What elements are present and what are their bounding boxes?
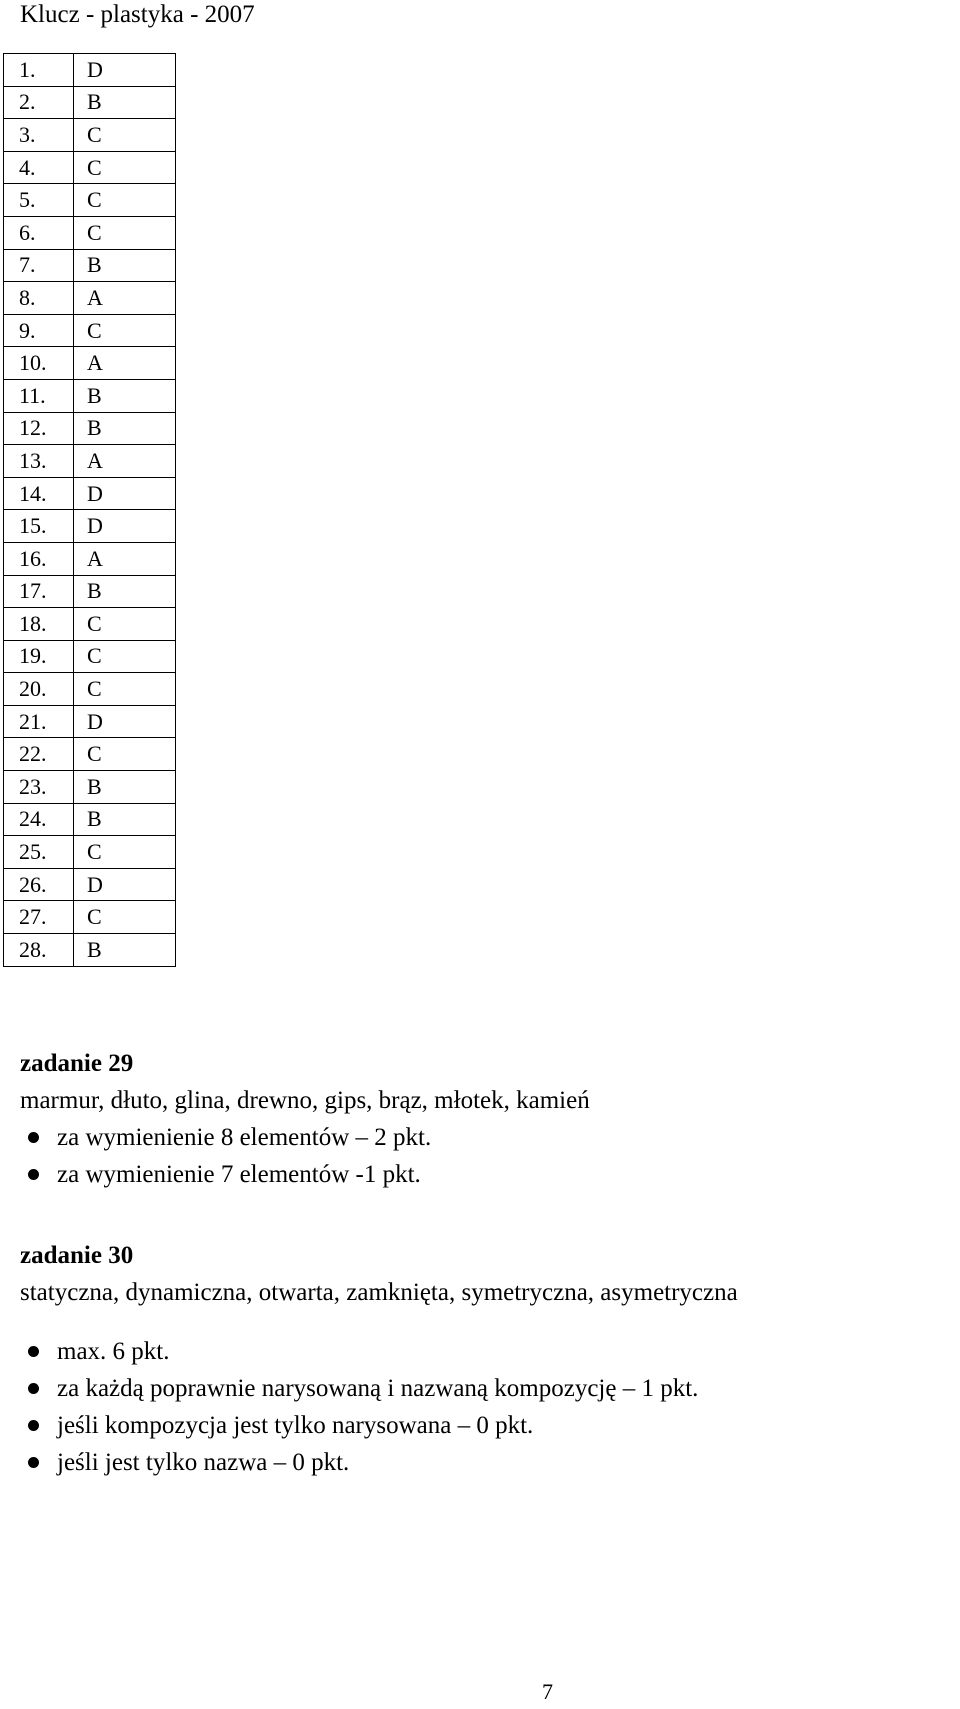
answer-cell: B (74, 249, 176, 282)
table-row (4, 216, 176, 249)
list-item (20, 1407, 738, 1444)
answer-cell: B (74, 379, 176, 412)
table-row (4, 119, 176, 152)
bullet-icon (28, 1169, 39, 1180)
criterion-text: za każdą poprawnie narysowaną i nazwaną kompozycję – 1 pkt. (57, 1375, 699, 1402)
table-row (4, 184, 176, 217)
answer-cell: C (74, 119, 176, 152)
answer-cell: A (74, 445, 176, 478)
question-number-cell: 16. (4, 542, 74, 575)
bullet-icon (28, 1132, 39, 1143)
table-row (4, 347, 176, 380)
question-number-cell: 11. (4, 379, 74, 412)
task-30-section (20, 1237, 738, 1481)
question-number-cell: 26. (4, 868, 74, 901)
table-row (4, 673, 176, 706)
answer-cell: B (74, 803, 176, 836)
question-number-cell: 27. (4, 901, 74, 934)
answer-cell: D (74, 510, 176, 543)
bullet-icon (28, 1383, 39, 1394)
task-30-text: statyczna, dynamiczna, otwarta, zamknięta, symetryczna, asymetryczna (20, 1279, 738, 1306)
question-number-cell: 1. (4, 54, 74, 87)
question-number-cell: 28. (4, 934, 74, 967)
question-number-cell: 4. (4, 151, 74, 184)
task-30-heading: zadanie 30 (20, 1242, 134, 1269)
task-29-heading: zadanie 29 (20, 1050, 134, 1077)
table-row (4, 640, 176, 673)
table-row (4, 510, 176, 543)
table-row (4, 803, 176, 836)
table-row (4, 379, 176, 412)
task-30-criteria-list (20, 1333, 738, 1481)
bullet-icon (28, 1420, 39, 1431)
question-number-cell: 25. (4, 836, 74, 869)
table-row (4, 477, 176, 510)
question-number-cell: 6. (4, 216, 74, 249)
table-row (4, 738, 176, 771)
answer-cell: D (74, 868, 176, 901)
question-number-cell: 3. (4, 119, 74, 152)
answer-cell: C (74, 314, 176, 347)
question-number-cell: 2. (4, 86, 74, 119)
question-number-cell: 18. (4, 608, 74, 641)
question-number-cell: 5. (4, 184, 74, 217)
list-item (20, 1156, 590, 1193)
answer-cell: B (74, 575, 176, 608)
criterion-text: za wymienienie 8 elementów – 2 pkt. (57, 1124, 432, 1151)
question-number-cell: 22. (4, 738, 74, 771)
question-number-cell: 12. (4, 412, 74, 445)
table-row (4, 151, 176, 184)
answer-key-table (3, 53, 176, 967)
answer-cell: B (74, 412, 176, 445)
table-row (4, 412, 176, 445)
criterion-text: jeśli jest tylko nazwa – 0 pkt. (57, 1449, 350, 1476)
criterion-text: jeśli kompozycja jest tylko narysowana – 0 pkt. (57, 1412, 534, 1439)
answer-cell: C (74, 738, 176, 771)
question-number-cell: 20. (4, 673, 74, 706)
answer-cell: C (74, 151, 176, 184)
answer-cell: C (74, 184, 176, 217)
table-row (4, 771, 176, 804)
answer-key-body (4, 54, 176, 967)
page-number: 7 (542, 1679, 553, 1704)
question-number-cell: 23. (4, 771, 74, 804)
table-row (4, 901, 176, 934)
answer-cell: C (74, 901, 176, 934)
question-number-cell: 19. (4, 640, 74, 673)
list-item (20, 1119, 590, 1156)
task-29-text: marmur, dłuto, glina, drewno, gips, brąz, młotek, kamień (20, 1087, 590, 1114)
answer-cell: C (74, 836, 176, 869)
task-29-section (20, 1045, 590, 1193)
criterion-text: za wymienienie 7 elementów -1 pkt. (57, 1161, 421, 1188)
question-number-cell: 13. (4, 445, 74, 478)
table-row (4, 54, 176, 87)
question-number-cell: 15. (4, 510, 74, 543)
table-row (4, 575, 176, 608)
answer-cell: B (74, 934, 176, 967)
question-number-cell: 14. (4, 477, 74, 510)
question-number-cell: 7. (4, 249, 74, 282)
table-row (4, 705, 176, 738)
question-number-cell: 10. (4, 347, 74, 380)
table-row (4, 542, 176, 575)
answer-cell: C (74, 673, 176, 706)
table-row (4, 86, 176, 119)
question-number-cell: 17. (4, 575, 74, 608)
answer-cell: A (74, 347, 176, 380)
answer-cell: C (74, 640, 176, 673)
question-number-cell: 21. (4, 705, 74, 738)
table-row (4, 314, 176, 347)
answer-cell: B (74, 86, 176, 119)
list-item (20, 1370, 738, 1407)
task-29-criteria-list (20, 1119, 590, 1193)
question-number-cell: 9. (4, 314, 74, 347)
answer-cell: D (74, 54, 176, 87)
question-number-cell: 8. (4, 282, 74, 315)
answer-cell: D (74, 477, 176, 510)
bullet-icon (28, 1346, 39, 1357)
table-row (4, 836, 176, 869)
table-row (4, 868, 176, 901)
table-row (4, 282, 176, 315)
table-row (4, 249, 176, 282)
answer-cell: D (74, 705, 176, 738)
list-item (20, 1333, 738, 1370)
criterion-text: max. 6 pkt. (57, 1338, 170, 1365)
answer-cell: A (74, 282, 176, 315)
table-row (4, 445, 176, 478)
answer-cell: C (74, 608, 176, 641)
bullet-icon (28, 1457, 39, 1468)
page-title: Klucz - plastyka - 2007 (20, 1, 255, 28)
answer-cell: A (74, 542, 176, 575)
answer-cell: B (74, 771, 176, 804)
table-row (4, 934, 176, 967)
question-number-cell: 24. (4, 803, 74, 836)
list-item (20, 1444, 738, 1481)
table-row (4, 608, 176, 641)
answer-cell: C (74, 216, 176, 249)
